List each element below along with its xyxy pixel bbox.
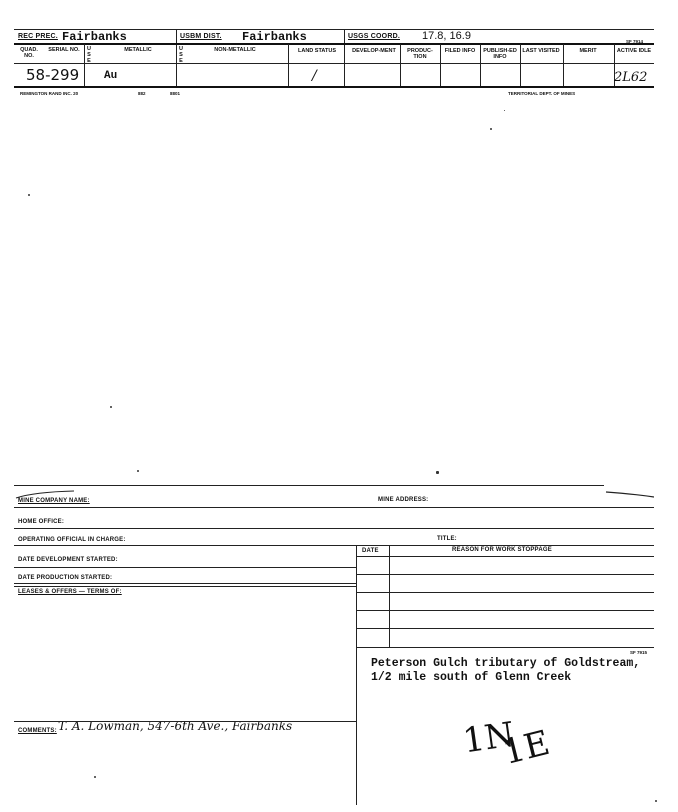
card-edge-curves [14, 480, 654, 500]
scan-speck [490, 128, 492, 130]
mine-address-label: MINE ADDRESS: [378, 497, 429, 503]
form-number-bottom: SF 7915 [630, 650, 648, 655]
rule [14, 721, 356, 722]
leases-offers-label: LEASES & OFFERS — TERMS OF: [18, 589, 122, 595]
divider [344, 29, 345, 86]
rule [14, 507, 654, 508]
divider [288, 44, 289, 86]
rule [356, 574, 654, 575]
col-use-1: U S E [87, 46, 91, 64]
vertical-divider [356, 545, 357, 805]
active-idle-value: 2L62 [614, 70, 648, 85]
divider [176, 29, 177, 86]
metallic-value: Au [104, 70, 118, 82]
col-filed-info: FILED INFO [444, 48, 476, 54]
scan-speck [110, 406, 112, 408]
comments-label: COMMENTS: [18, 728, 57, 734]
col-serial-no: SERIAL NO. [48, 47, 80, 53]
home-office-label: HOME OFFICE: [18, 519, 65, 525]
rule [356, 610, 654, 611]
col-quad-no: QUAD. NO. [20, 47, 38, 59]
form-number-top: SF 7914 [626, 39, 644, 44]
header-rule [14, 43, 654, 45]
col-last-visited: LAST VISITED [522, 48, 560, 54]
column-header-rule [14, 63, 654, 64]
divider [563, 44, 564, 86]
quad-serial-value: 58-299 [26, 66, 80, 84]
location-note-line1: Peterson Gulch tributary of Goldstream, [371, 657, 641, 670]
rule [356, 647, 654, 648]
rule [14, 586, 356, 587]
rule [14, 567, 356, 568]
title-label: TITLE: [437, 536, 457, 542]
col-use-2: U S E [179, 46, 183, 64]
rule [14, 583, 356, 584]
location-note-line2: 1/2 mile south of Glenn Creek [371, 671, 572, 684]
rec-prec-value: Fairbanks [62, 30, 127, 44]
usbm-dist-label: USBM DIST. [180, 33, 222, 40]
top-card-bottom-border [14, 86, 654, 88]
vertical-divider [389, 545, 390, 647]
divider [84, 44, 85, 86]
usgs-coord-value: 17.8, 16.9 [422, 30, 471, 42]
handwritten-mark-2: 1E [498, 722, 554, 774]
usgs-coord-label: USGS COORD. [348, 33, 400, 40]
land-status-value: / [312, 68, 317, 84]
footer-code-1: 882 [138, 91, 146, 96]
footer-left: REMINGTON RAND INC. 20 [20, 91, 79, 96]
footer-right: TERRITORIAL DEPT. OF MINES [508, 91, 576, 96]
col-production: PRODUC-TION [407, 48, 433, 60]
col-metallic: METALLIC [124, 47, 152, 53]
usbm-dist-value: Fairbanks [242, 30, 307, 44]
col-non-metallic: NON-METALLIC [214, 47, 256, 53]
date-production-started-label: DATE PRODUCTION STARTED: [18, 575, 113, 581]
operating-official-label: OPERATING OFFICIAL IN CHARGE: [18, 537, 126, 543]
scan-speck [504, 110, 505, 111]
mine-company-name-label: MINE COMPANY NAME: [18, 498, 90, 504]
reason-col-label: REASON FOR WORK STOPPAGE [452, 547, 552, 553]
scan-speck [28, 194, 30, 196]
col-published-info: PUBLISH-ED INFO [483, 48, 517, 60]
col-active-idle: ACTIVE IDLE [616, 48, 652, 54]
rule [14, 545, 654, 546]
comments-value: T. A. Lowman, 547-6th Ave., Fairbanks [58, 719, 293, 733]
rule [356, 592, 654, 593]
rule [356, 628, 654, 629]
scan-speck [436, 471, 439, 474]
handwritten-mark-1: 1N [460, 714, 517, 762]
col-development: DEVELOP-MENT [352, 48, 396, 54]
col-merit: MERIT [579, 48, 597, 54]
scan-speck [655, 800, 657, 802]
scan-speck [94, 776, 96, 778]
footer-code-2: 8801 [170, 91, 181, 96]
scan-speck [137, 470, 139, 472]
rule [14, 528, 654, 529]
rec-prec-label: REC PREC. [18, 33, 58, 40]
date-development-started-label: DATE DEVELOPMENT STARTED: [18, 557, 118, 563]
col-land-status: LAND STATUS [298, 48, 336, 54]
rule [356, 556, 654, 557]
date-col-label: DATE [362, 548, 379, 554]
